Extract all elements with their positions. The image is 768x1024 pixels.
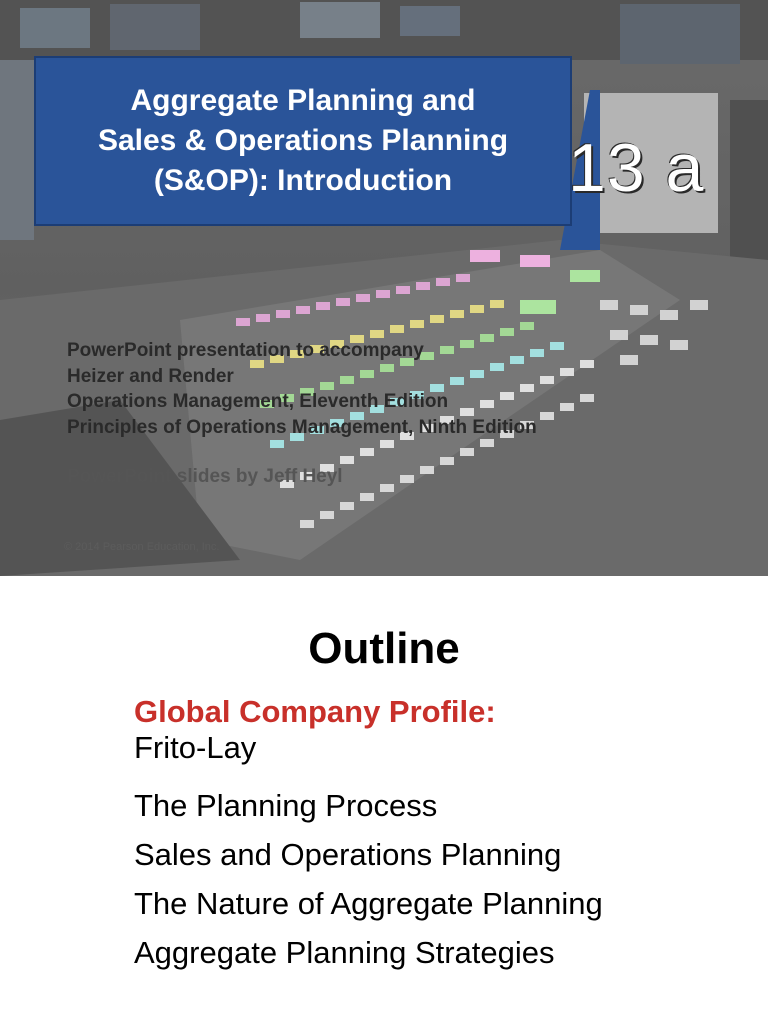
chapter-number: 13 a — [568, 130, 705, 206]
list-item — [96, 886, 603, 922]
credit-line: Heizer and Render — [67, 365, 234, 387]
credits-block — [67, 338, 537, 440]
credit-line: Operations Management, Eleventh Edition — [67, 391, 449, 412]
list-item-label: The Planning Process — [134, 788, 438, 823]
outline-list — [96, 694, 603, 971]
list-item — [96, 935, 603, 971]
credit-line: PowerPoint presentation to accompany — [67, 340, 424, 361]
list-item — [96, 788, 603, 824]
list-item-label: The Nature of Aggregate Planning — [134, 886, 603, 921]
title-box — [34, 56, 572, 226]
outline-title: Outline — [308, 624, 460, 673]
list-item — [96, 694, 603, 766]
title-line: Aggregate Planning and — [130, 84, 476, 117]
list-item-label: Sales and Operations Planning — [134, 837, 562, 872]
list-item-highlight: Global Company Profile: — [134, 694, 496, 729]
credit-line: Principles of Operations Management, Ninth Edition — [67, 416, 537, 438]
list-item-label: Frito-Lay — [134, 730, 257, 765]
list-item — [96, 837, 603, 873]
title-line: Sales & Operations Planning — [97, 124, 509, 157]
slides-by-credit: PowerPoint slides by Jeff Heyl — [67, 466, 343, 487]
title-line: (S&OP): Introduction — [153, 164, 453, 197]
copyright-notice: © 2014 Pearson Education, Inc. — [64, 541, 220, 553]
slide-title — [84, 81, 522, 201]
outline-slide — [0, 576, 768, 1024]
list-item-label: Aggregate Planning Strategies — [134, 935, 555, 970]
